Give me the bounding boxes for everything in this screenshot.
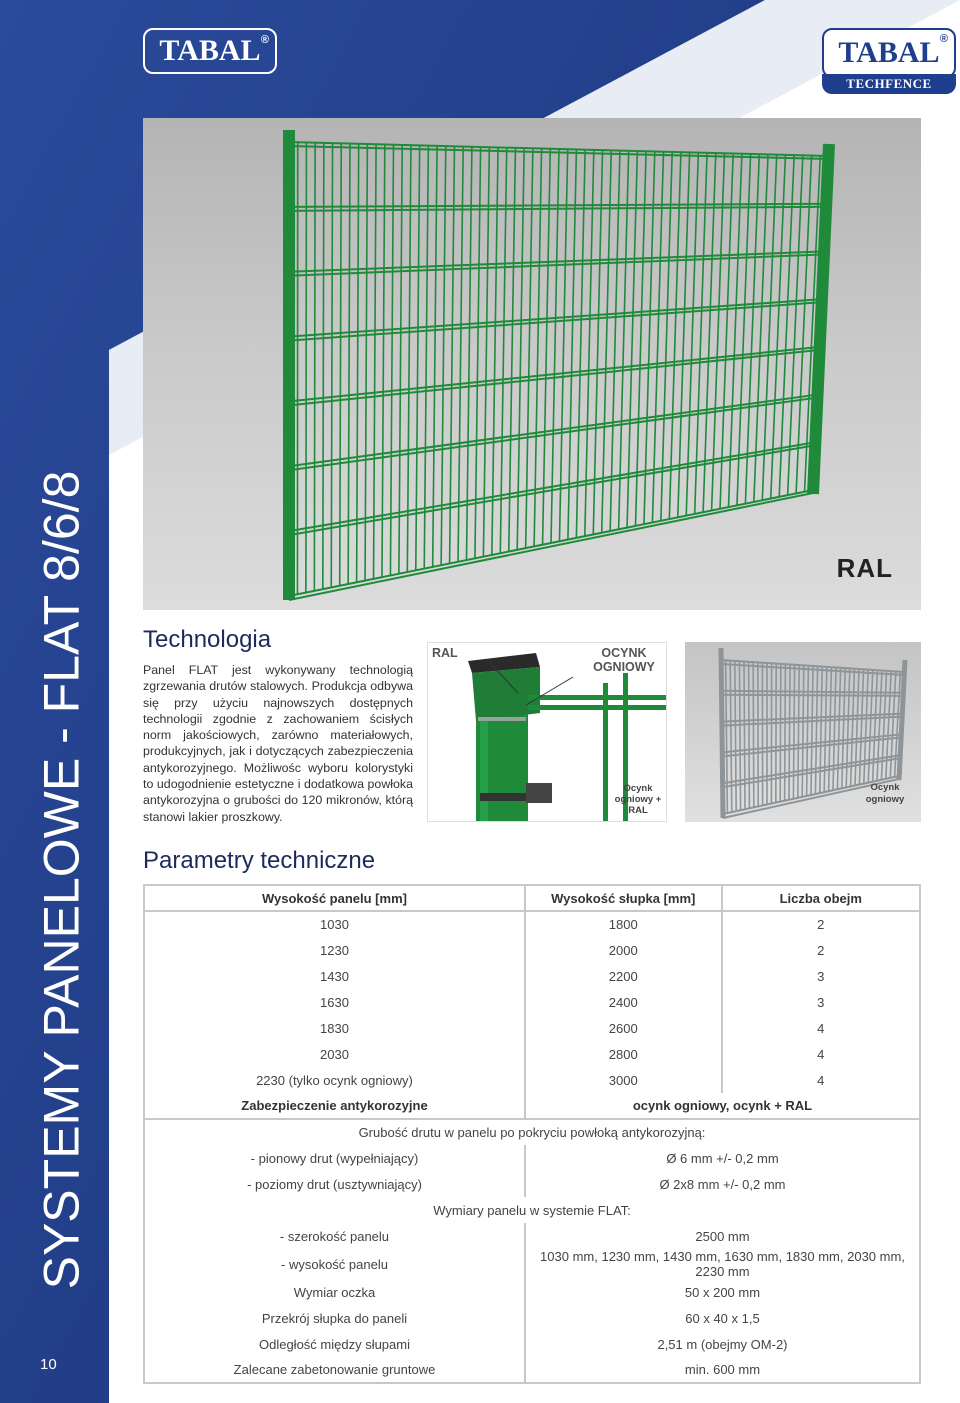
table-row [144,1249,920,1279]
header-post-height: Wysokość słupka [mm] [525,885,722,911]
table-row [144,989,920,1015]
side-title-wrap [20,455,102,1305]
technologia-heading: Technologia [143,626,272,653]
cell: - pionowy drut (wypełniający) [144,1145,525,1171]
vertical-wire [855,669,859,786]
cell: 3000 [525,1067,722,1093]
table-row [144,1223,920,1249]
cell: 1430 [144,963,525,989]
cell: 1830 [144,1015,525,1041]
vertical-wire [744,662,745,810]
dims-heading: Wymiary panelu w systemie FLAT: [144,1197,920,1223]
cell: 3 [722,963,920,989]
cell: 2030 [144,1041,525,1067]
cell: 1230 [144,937,525,963]
vertical-wire [735,661,736,811]
vertical-wire [820,667,822,794]
fence-illustration [143,118,921,610]
cell: 2200 [525,963,722,989]
vertical-wire [859,669,863,784]
label-ocynk-ogniowy: OCYNK OGNIOWY [593,646,655,674]
wire-heading-row [144,1119,920,1145]
dims-heading-row [144,1197,920,1223]
vertical-wire [798,665,799,798]
registered-mark: ® [939,33,948,45]
post-detail-photo [427,642,667,822]
cell: 4 [722,1015,920,1041]
cell: Ø 6 mm +/- 0,2 mm [525,1145,920,1171]
table-row [144,1357,920,1383]
fence-panel-photo [143,118,921,610]
fence-post [721,648,723,818]
vertical-wire [785,664,786,801]
vertical-wire [877,671,882,781]
vertical-wire [811,666,813,795]
cell: 60 x 40 x 1,5 [525,1305,920,1331]
vertical-wire [789,665,790,800]
parameters-table [143,884,921,1384]
cell: Zalecane zabetonowanie gruntowe [144,1357,525,1383]
header-clamp-count: Liczba obejm [722,885,920,911]
table-row [144,1171,920,1197]
horizontal-wire [721,695,903,696]
protection-row [144,1093,920,1119]
photo-label: RAL [836,553,893,583]
galvanized-panel-photo [685,642,921,822]
cell: 4 [722,1067,920,1093]
table-row [144,1145,920,1171]
vertical-wire [753,662,754,807]
technologia-text: Panel FLAT jest wykonywany technologią zgrzewania drutów stalowych. Produkcja odbywa się przy użyciu najnowszych dostępnych technologii zgodnie z zachowaniem ścisłych norm jakościowych, zarówno materiałowych, produkcyjnych, jak i dotyczących zabezpieczenia antykorozyjnego. Możliwośc wyboru kolorystyki to udogodnienie estetyczne i dodatkowa powłoka antykorozyjna o grubości do 120 mikronów, którą stanowi lakier proszkowy. [143,663,413,824]
table-row [144,1067,920,1093]
cell: 2 [722,937,920,963]
side-title: SYSTEMY PANELOWE - FLAT 8/6/8 [33,470,89,1290]
vertical-wire [793,665,794,799]
parametry-heading: Parametry techniczne [143,847,376,874]
table-row [144,937,920,963]
cell: min. 600 mm [525,1357,920,1383]
vertical-wire [846,668,850,787]
page-number: 10 [40,1356,57,1373]
vertical-wire [815,666,817,794]
vertical-wire [873,670,878,782]
cell: Wymiar oczka [144,1279,525,1305]
cell: 1030 [144,911,525,937]
table-header-row [144,885,920,911]
vertical-wire [829,667,832,791]
cell: 2400 [525,989,722,1015]
cell: 3 [722,989,920,1015]
label-ral: RAL [432,646,458,660]
vertical-wire [824,667,827,792]
table-row [144,1305,920,1331]
cell: 1800 [525,911,722,937]
caption-ocynk-ral: Ocynk ogniowy + RAL [614,783,662,816]
cell: 4 [722,1041,920,1067]
fence-post [813,144,829,494]
cell: 2500 mm [525,1223,920,1249]
cell: - wysokość panelu [144,1249,525,1279]
header-panel-height: Wysokość panelu [mm] [144,885,525,911]
table-row [144,963,920,989]
vertical-wire [730,661,732,813]
vertical-wire [864,670,868,784]
cell: 50 x 200 mm [525,1279,920,1305]
caption-ocynk: Ocynk ogniowy [865,782,905,805]
cell: Przekrój słupka do paneli [144,1305,525,1331]
tabal-logo [143,28,277,74]
vertical-wire [851,669,855,787]
cell: 2,51 m (obejmy OM-2) [525,1331,920,1357]
logo-text: TABAL [838,36,940,69]
vertical-wire [739,661,740,810]
vertical-wire [726,660,728,813]
cell: 1030 mm, 1230 mm, 1430 mm, 1630 mm, 1830 mm, 2030 mm, 2230 mm [525,1249,920,1279]
vertical-wire [868,670,873,783]
logo-text-box [822,28,956,78]
wire-heading: Grubość drutu w panelu po pokryciu powłoką antykorozyjną: [144,1119,920,1145]
registered-mark: ® [260,34,269,46]
vertical-wire [842,668,845,788]
tabal-techfence-logo [822,28,956,98]
logo-text: TABAL [159,34,261,67]
protection-value: ocynk ogniowy, ocynk + RAL [525,1093,920,1119]
logo-subtitle: TECHFENCE [822,74,956,94]
cell: - poziomy drut (usztywniający) [144,1171,525,1197]
cell: Ø 2x8 mm +/- 0,2 mm [525,1171,920,1197]
cell: 2800 [525,1041,722,1067]
vertical-wire [807,666,809,796]
cell: 2000 [525,937,722,963]
table-row [144,1279,920,1305]
table-row [144,911,920,937]
table-row [144,1041,920,1067]
vertical-wire [749,662,750,809]
vertical-wire [837,668,840,790]
cell: 2 [722,911,920,937]
protection-label: Zabezpieczenie antykorozyjne [144,1093,525,1119]
cell: Odległość między słupami [144,1331,525,1357]
table-row [144,1015,920,1041]
vertical-wire [833,668,836,791]
cell: 2230 (tylko ocynk ogniowy) [144,1067,525,1093]
cell: - szerokość panelu [144,1223,525,1249]
vertical-wire [780,664,781,802]
table-row [144,1331,920,1357]
cell: 2600 [525,1015,722,1041]
vertical-wire [802,665,804,797]
cell: 1630 [144,989,525,1015]
